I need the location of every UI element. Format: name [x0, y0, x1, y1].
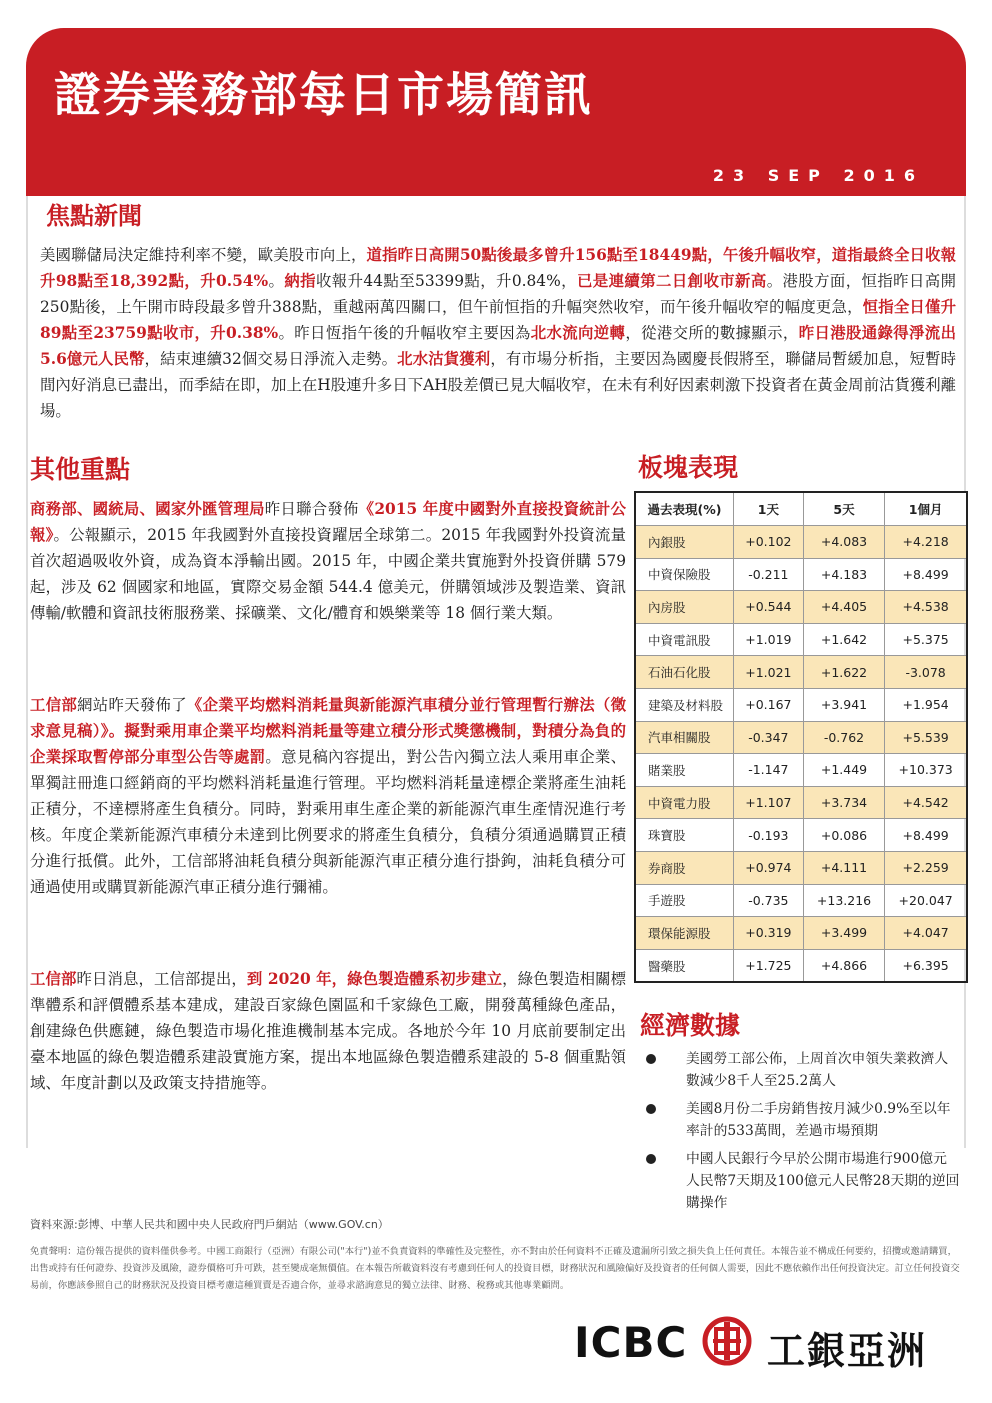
others-paragraph-1	[30, 496, 626, 626]
others-paragraph-2	[30, 692, 626, 900]
return-5d: +3.499	[803, 917, 885, 950]
return-1d: -0.735	[734, 884, 804, 917]
return-5d: +4.083	[803, 526, 885, 559]
body-text: 。意見稿內容提出，對公告內獨立法人乘用車企業、單獨註冊進口經銷商的平均燃料消耗量進行管理。平均燃料消耗量達標企業將產生油耗正積分，不達標將產生負積分。同時，對乘用車生產企業的新能源汽車生產情況進行考核。年度企業新能源汽車積分未達到比例要求的將產生負積分，負積分須通過購買正積分進行抵償。此外，工信部將油耗負積分與新能源汽車正積分進行掛鉤，油耗負積分可通過使用或購買新能源汽車正積分進行彌補。	[30, 748, 626, 896]
return-5d: -0.762	[803, 721, 885, 754]
sector-name: 中資電訊股	[635, 623, 734, 656]
sector-row	[635, 656, 967, 689]
econ-item	[640, 1148, 960, 1214]
sector-row	[635, 754, 967, 787]
sector-row	[635, 558, 967, 591]
econ-list	[640, 1048, 960, 1220]
sector-name: 醫藥股	[635, 949, 734, 982]
icbc-emblem-icon	[702, 1316, 752, 1366]
highlight-text: 北水沽貨獲利	[397, 350, 491, 368]
logo-text-en: ICBC	[574, 1318, 688, 1367]
body-text: 美國聯儲局決定維持利率不變，歐美股市向上，	[40, 246, 367, 264]
sector-name: 賭業股	[635, 754, 734, 787]
return-5d: +4.866	[803, 949, 885, 982]
return-1m: +20.047	[885, 884, 967, 917]
sector-table	[634, 491, 968, 983]
sector-name: 石油石化股	[635, 656, 734, 689]
return-1d: -0.193	[734, 819, 804, 852]
sector-name: 手遊股	[635, 884, 734, 917]
highlight-text: 昨日港股通錄得淨流出5.6億元人民幣	[40, 324, 956, 368]
sector-row	[635, 721, 967, 754]
body-text: ，有市場分析指，主要因為國慶長假將至，聯儲局暫緩加息，短暫時間內好消息已盡出，而季結在即，加上在H股連升多日下AH股差價已見大幅收窄，在未有利好因素刺激下投資者在黃金周前沽貨獲利離場。	[40, 350, 956, 420]
sector-row	[635, 949, 967, 982]
return-1m: +4.538	[885, 591, 967, 624]
econ-item	[640, 1098, 960, 1142]
sector-row	[635, 819, 967, 852]
body-text: 網站昨天發佈了	[77, 696, 187, 714]
highlight-text: 《2015 年度中國對外直接投資統計公報》	[30, 500, 626, 544]
return-1d: +1.021	[734, 656, 804, 689]
return-5d: +3.941	[803, 688, 885, 721]
col-1d: 1天	[734, 492, 804, 526]
return-1d: +0.102	[734, 526, 804, 559]
highlight-text: 《企業平均燃料消耗量與新能源汽車積分並行管理暫行辦法（徵求意見稿）》。擬對乘用車企業平均燃料消耗量等建立積分形式獎懲機制，對積分為負的企業採取暫停部分車型公告等處罰	[30, 696, 626, 766]
sector-name: 中資保險股	[635, 558, 734, 591]
return-5d: +4.111	[803, 851, 885, 884]
sector-name: 環保能源股	[635, 917, 734, 950]
body-text: ，結束連續32個交易日淨流入走勢。	[144, 350, 398, 368]
sector-name: 內銀股	[635, 526, 734, 559]
econ-item	[640, 1048, 960, 1092]
body-text: 。公報顯示，2015 年我國對外直接投資躍居全球第二。2015 年我國對外投資流量首次超過吸收外資，成為資本淨輸出國。2015 年，中國企業共實施對外投資併購 579 起，涉及 62 個國家和地區，實際交易金額 544.4 億美元，併購領域涉及製造業、資訊傳輸/軟體和資訊技術服務業、採礦業、文化/體育和娛樂業等 18 個行業大類。	[30, 526, 626, 622]
return-1m: +5.375	[885, 623, 967, 656]
bullet-icon	[646, 1054, 656, 1064]
body-text: 昨日聯合發佈	[264, 500, 359, 518]
body-text: 。港股方面，恒指昨日高開250點後，上午開市時段最多曾升388點，重越兩萬四關口，但午前恒指的升幅突然收窄，而午後升幅收窄的幅度更急，	[40, 272, 956, 316]
focus-paragraph	[40, 242, 956, 424]
bullet-icon	[646, 1154, 656, 1164]
header-banner	[26, 28, 966, 196]
highlight-text: 北水流向逆轉	[530, 324, 626, 342]
sector-heading: 板塊表現	[638, 453, 739, 482]
return-1d: +0.319	[734, 917, 804, 950]
col-period: 過去表現(%)	[635, 492, 734, 526]
return-5d: +1.449	[803, 754, 885, 787]
others-heading: 其他重點	[30, 455, 131, 484]
sector-name: 珠寶股	[635, 819, 734, 852]
econ-item-text: 美國勞工部公佈，上周首次申領失業救濟人數減少8千人至25.2萬人	[686, 1051, 949, 1089]
logo-text-cn: 工銀亞洲	[767, 1329, 928, 1373]
return-1d: -0.211	[734, 558, 804, 591]
sector-row	[635, 591, 967, 624]
disclaimer: 免責聲明：這份報告提供的資料僅供參考。中國工商銀行（亞洲）有限公司("本行")並不負責資料的準確性及完整性，亦不對由於任何資料不正確及遺漏所引致之損失負上任何責任。本報告並不構成任何要約，招攬或邀請購買，出售或持有任何證券、投資涉及風險，證券價格可升可跌，甚至變成毫無價值。在本報告所載資料沒有考慮到任何人的投資目標，財務狀況和風險偏好及投資者的任何個人需要，因此不應依賴作出任何投資決定。訂立任何投資交易前，你應該參照自己的財務狀況及投資目標考慮這種買賣是否適合你，並尋求諮詢意見的獨立法律、財務、稅務或其他專業顧問。	[30, 1246, 960, 1291]
report-date: 23 SEP 2016	[712, 166, 924, 185]
econ-item-text: 中國人民銀行今早於公開市場進行900億元人民幣7天期及100億元人民幣28天期的逆回購操作	[686, 1151, 960, 1211]
return-5d: +4.183	[803, 558, 885, 591]
return-1m: +4.218	[885, 526, 967, 559]
col-1m: 1個月	[885, 492, 967, 526]
highlight-text: 道指昨日高開50點後最多曾升156點至18449點，午後升幅收窄，道指最終全日收報升98點至18,392點，升0.54%	[40, 246, 956, 290]
return-1d: +0.167	[734, 688, 804, 721]
return-1d: +1.019	[734, 623, 804, 656]
body-text: 。	[268, 272, 285, 290]
body-text: ，綠色製造相關標準體系和評價體系基本建成，建設百家綠色園區和千家綠色工廠，開發萬種綠色產品，創建綠色供應鏈，綠色製造市場化推進機制基本完成。各地於今年 10 月底前要制定出臺本地區的綠色製造體系建設實施方案，提出本地區綠色製造體系建設的 5-8 個重點領域、年度計劃以及政策支持措施等。	[30, 970, 626, 1092]
body-text: 昨日消息，工信部提出，	[76, 970, 247, 988]
return-1d: -1.147	[734, 754, 804, 787]
sector-table-header	[635, 492, 967, 526]
sector-row	[635, 851, 967, 884]
return-1d: -0.347	[734, 721, 804, 754]
return-1m: -3.078	[885, 656, 967, 689]
sector-row	[635, 917, 967, 950]
return-5d: +13.216	[803, 884, 885, 917]
bullet-icon	[646, 1104, 656, 1114]
econ-heading: 經濟數據	[640, 1011, 741, 1040]
highlight-text: 商務部、國統局、國家外匯管理局	[30, 500, 265, 518]
sector-name: 建築及材料股	[635, 688, 734, 721]
return-1d: +0.544	[734, 591, 804, 624]
econ-item-text: 美國8月份二手房銷售按月減少0.9%至以年率計的533萬間，差過市場預期	[686, 1101, 951, 1139]
highlight-text: 到 2020 年，綠色製造體系初步建立	[246, 970, 503, 988]
return-1d: +1.725	[734, 949, 804, 982]
col-5d: 5天	[803, 492, 885, 526]
page-title: 證券業務部每日市場簡訊	[54, 68, 593, 123]
sector-name: 中資電力股	[635, 786, 734, 819]
others-paragraph-3	[30, 966, 626, 1096]
highlight-text: 納指	[284, 272, 316, 290]
highlight-text: 工信部	[30, 970, 77, 988]
return-5d: +4.405	[803, 591, 885, 624]
sector-row	[635, 688, 967, 721]
return-1m: +8.499	[885, 558, 967, 591]
highlight-text: 已是連續第二日創收市新高	[576, 272, 767, 290]
body-text: 。昨日恆指午後的升幅收窄主要因為	[278, 324, 531, 342]
sector-name: 內房股	[635, 591, 734, 624]
body-text: 收報升44點至53399點，升0.84%，	[315, 272, 577, 290]
return-1m: +5.539	[885, 721, 967, 754]
return-1m: +1.954	[885, 688, 967, 721]
return-5d: +1.642	[803, 623, 885, 656]
highlight-text: 工信部	[30, 696, 78, 714]
return-5d: +1.622	[803, 656, 885, 689]
return-1d: +0.974	[734, 851, 804, 884]
sector-name: 汽車相關股	[635, 721, 734, 754]
highlight-text: 恒指全日僅升89點至23759點收市，升0.38%	[40, 298, 956, 342]
return-1m: +10.373	[885, 754, 967, 787]
source-note: 資料來源:彭博、中華人民共和國中央人民政府門戶網站（www.GOV.cn）	[30, 1218, 389, 1231]
return-1m: +2.259	[885, 851, 967, 884]
return-1m: +8.499	[885, 819, 967, 852]
focus-heading: 焦點新聞	[46, 202, 142, 230]
return-1d: +1.107	[734, 786, 804, 819]
icbc-logo	[574, 1316, 964, 1373]
sector-row	[635, 884, 967, 917]
return-1m: +6.395	[885, 949, 967, 982]
sector-row	[635, 623, 967, 656]
sector-name: 券商股	[635, 851, 734, 884]
sector-row	[635, 526, 967, 559]
return-1m: +4.542	[885, 786, 967, 819]
return-1m: +4.047	[885, 917, 967, 950]
return-5d: +3.734	[803, 786, 885, 819]
sector-row	[635, 786, 967, 819]
body-text: ，從港交所的數據顯示，	[625, 324, 799, 342]
return-5d: +0.086	[803, 819, 885, 852]
